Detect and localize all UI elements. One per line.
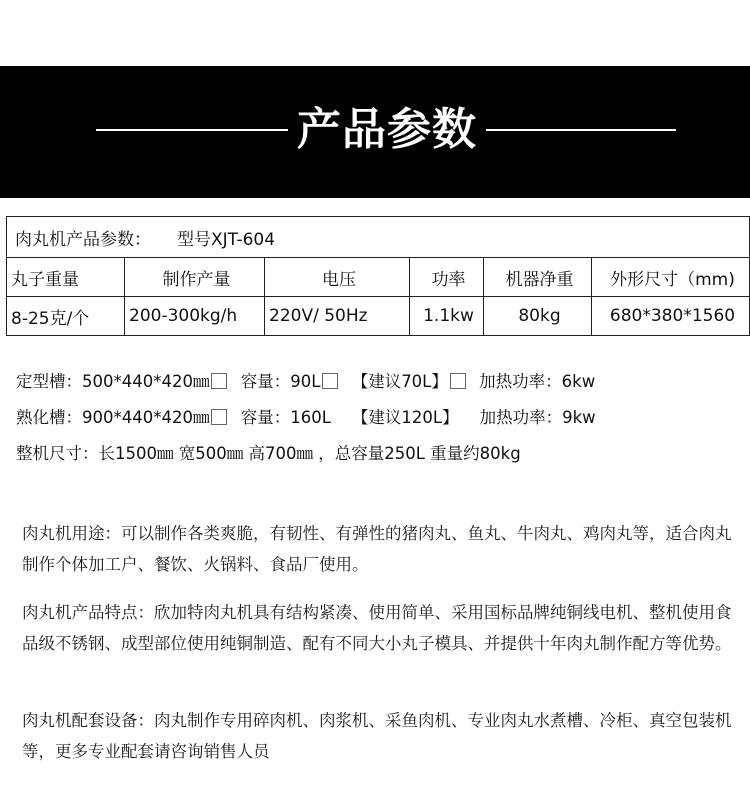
value-dimensions: 680*380*1560: [592, 297, 750, 336]
page-title: 产品参数: [297, 104, 477, 155]
checkbox-icon: [211, 409, 227, 425]
equipment-paragraph: 肉丸机配套设备：肉丸制作专用碎肉机、肉浆机、采鱼肉机、专业肉丸水煮槽、冷柜、真空包装机等，更多专业配套请咨询销售人员: [22, 711, 732, 761]
spec-table-value-row: [7, 297, 750, 336]
curing-tank-capacity: 容量：160L: [240, 408, 331, 427]
curing-tank-power: 加热功率：9kw: [479, 408, 596, 427]
header-dimensions: 外形尺寸（mm): [592, 258, 750, 297]
features-paragraph: 肉丸机产品特点：欣加特肉丸机具有结构紧凑、使用简单、采用国标品牌纯铜线电机、整机使用食品级不锈钢、成型部位使用纯铜制造、配有不同大小丸子模具、并提供十年肉丸制作配方等优势。: [22, 603, 732, 653]
title-banner: [0, 66, 750, 198]
shaping-tank-row: [16, 364, 746, 400]
header-output: 制作产量: [125, 258, 265, 297]
shaping-tank-capacity: 容量：90L: [240, 372, 321, 391]
tank-specs: [16, 364, 746, 472]
curing-tank-size: 熟化槽：900*440*420㎜: [16, 408, 210, 427]
title-rule-right: [486, 129, 676, 131]
value-net-weight: 80kg: [484, 297, 592, 336]
shaping-tank-suggest: 【建议70L】: [351, 372, 448, 391]
curing-tank-suggest: 【建议120L】: [351, 408, 459, 427]
header-voltage: 电压: [265, 258, 410, 297]
checkbox-icon: [322, 373, 338, 389]
value-voltage: 220V/ 50Hz: [265, 297, 410, 336]
checkbox-icon: [211, 373, 227, 389]
spec-table: [6, 216, 750, 336]
shaping-tank-size: 定型槽：500*440*420㎜: [16, 372, 210, 391]
header-ball-weight: 丸子重量: [7, 258, 125, 297]
checkbox-icon: [450, 373, 466, 389]
machine-size-row: [16, 436, 746, 472]
model-number: 型号XJT-604: [177, 229, 276, 250]
title-rule-left: [96, 129, 288, 131]
spec-table-title-cell: [7, 217, 750, 258]
value-ball-weight: 8-25克/个: [7, 297, 125, 336]
spec-table-header-row: [7, 258, 750, 297]
header-power: 功率: [410, 258, 484, 297]
machine-size-text: 整机尺寸：长1500㎜ 宽500㎜ 高700㎜ ，总容量250L 重量约80kg: [16, 444, 521, 463]
value-power: 1.1kw: [410, 297, 484, 336]
value-output: 200-300kg/h: [125, 297, 265, 336]
curing-tank-row: [16, 400, 746, 436]
header-net-weight: 机器净重: [484, 258, 592, 297]
shaping-tank-power: 加热功率：6kw: [479, 372, 596, 391]
product-params-label: 肉丸机产品参数：: [15, 229, 151, 250]
spec-table-title-row: [7, 217, 750, 258]
usage-paragraph: 肉丸机用途：可以制作各类爽脆，有韧性、有弹性的猪肉丸、鱼丸、牛肉丸、鸡肉丸等，适合肉丸制作个体加工户、餐饮、火锅料、食品厂使用。: [22, 524, 732, 574]
